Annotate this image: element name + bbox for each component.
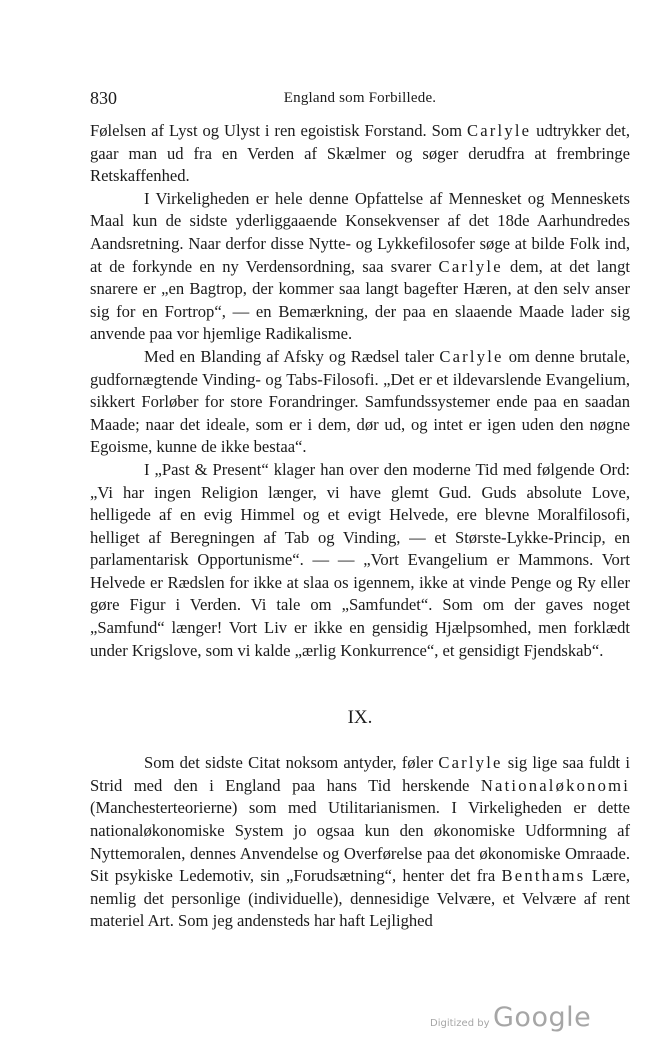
text-run: I „Past & Present“ klager han over den moderne Tid med følgende Ord: „Vi har ingen Religion længer, vi have glemt Gud. Guds absolute Love, helligede af en evig Himmel og et evigt Helvede, ere blevne Moralfilosofi, helliget af Beregningen af Tab og Vinding, — et Største-Lykke-Princip, en parlamentarisk Opportunisme“. — — „Vort Evangelium er Mammons. Vort Helvede er Rædslen for ikke at slaa os igennem, ikke at vinde Penge og Ry eller gøre Figur i Verden. Vi tale om „Samfundet“. Som om der gaves noget „Samfund“ længer! Vort Liv er ikke en gensidig Hjælpsomhed, men forklædt under Krigslove, som vi kalde „ærlig Konkurrence“, et gensidigt Fjendskab“.	[90, 459, 630, 660]
spaced-name: Nationaløkonomi	[480, 775, 630, 795]
page-header	[90, 88, 630, 112]
spaced-name: Carlyle	[466, 121, 532, 140]
running-title: England som Forbillede.	[283, 90, 437, 106]
paragraph	[90, 120, 630, 188]
text-run: om denne brutale, gudfornægtende Vinding- og Tabs-Filosofi. „Det er et ildevarslende Evangelium, sikkert Forløber for store Forandringer. Samfundssystemer ende paa en saadan Maade; naar det ideale, som er i dem, dør ud, og intet er igen uden den nøgne Egoisme, kunne de ikke bestaa“.	[90, 346, 630, 457]
text-run: Som det sidste Citat noksom antyder, føler	[144, 753, 439, 773]
paragraph-group	[90, 120, 630, 662]
google-logo: Google	[493, 1002, 592, 1033]
spaced-name: Benthams	[501, 866, 586, 886]
paragraph	[90, 459, 630, 662]
text-run: dem, at det langt snarere er „en Bagtrop, der kommer saa langt bagefter Hæren, at den selv anser sig for en Fortrop“, — en Bemærkning, der paa en slaaende Maade lader sig anvende paa vor hjemlige Radikalisme.	[90, 256, 630, 344]
spaced-name: Carlyle	[438, 753, 503, 773]
paragraph	[90, 752, 630, 933]
paragraph	[90, 346, 630, 459]
digitized-label: Digitized by	[430, 1018, 490, 1029]
digitized-watermark	[430, 1002, 630, 1036]
page-number: 830	[90, 88, 117, 108]
spaced-name: Carlyle	[439, 346, 504, 366]
body-text	[90, 120, 630, 933]
text-run: (Manchesterteorierne) som med Utilitarianismen. I Virkeligheden er dette nationaløkonomiske System jo ogsaa kun den økonomiske Udformning af Nyttemoralen, dennes Anvendelse og Overførelse paa det økonomiske Omraade. Sit psykiske Ledemotiv, sin „Forudsætning“, henter det fra	[90, 798, 630, 886]
text-run: Lære, nemlig det personlige (individuelle), dennesidige Velvære, et Velvære af rent materiel Art. Som jeg andensteds har haft Lejlighed	[90, 866, 630, 931]
text-run: sig lige saa fuldt i Strid med den i England paa hans Tid herskende	[90, 753, 630, 795]
text-run: udtrykker det, gaar man ud fra en Verden af Skælmer og søger derudfra at frembringe Retskaffenhed.	[90, 121, 630, 186]
text-run: Med en Blanding af Afsky og Rædsel taler	[144, 346, 440, 366]
section-heading: IX.	[347, 707, 373, 729]
text-run: Følelsen af Lyst og Ulyst i ren egoistisk Forstand. Som	[90, 121, 467, 140]
spaced-name: Carlyle	[438, 256, 503, 276]
section-paragraph-group	[90, 752, 630, 933]
text-run: I Virkeligheden er hele denne Opfattelse af Mennesket og Menneskets Maal kun de sidste yderliggaaende Konsekvenser af det 18de Aarhundredes Aandsretning. Naar derfor disse Nytte- og Lykkefilosofer søge at bilde Folk ind, at de forkynde en ny Verdensordning, saa svarer	[90, 188, 630, 276]
paragraph	[90, 188, 630, 346]
